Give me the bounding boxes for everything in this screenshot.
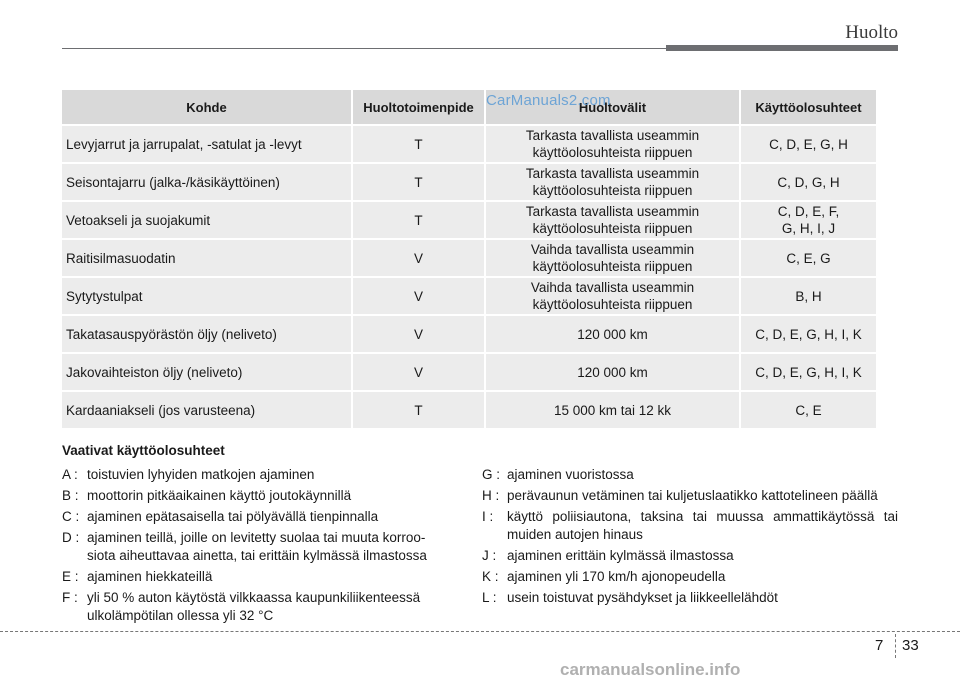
legend-text: moottorin pitkäaikainen käyttö joutokäynnillä [87,488,352,503]
cell-interval: 120 000 km [486,354,741,390]
legend-column-left [62,466,452,628]
legend-item [62,508,452,526]
legend-text: ajaminen yli 170 km/h ajonopeudella [507,569,726,584]
page-number: 33 [902,637,919,654]
legend-key: J : [482,548,497,563]
cell-item: Seisontajarru (jalka-/käsikäyttöinen) [62,164,353,200]
cell-item: Raitisilmasuodatin [62,240,353,276]
cell-interval: 120 000 km [486,316,741,352]
column-header-interval: Huoltovälit [486,90,741,124]
cell-conditions [741,202,876,238]
legend-key: A : [62,467,78,482]
legend-key: E : [62,569,79,584]
interval-line: käyttöolosuhteista riippuen [532,221,693,236]
cell-item: Takatasauspyörästön öljy (neliveto) [62,316,353,352]
table-row [62,354,876,390]
cell-item: Jakovaihteiston öljy (neliveto) [62,354,353,390]
cell-interval [486,202,741,238]
legend-key: G : [482,467,501,482]
legend-text: käyttö poliisiautona, taksina tai muussa ammattikäytössä tai muiden autojen hinaus [507,509,898,542]
page-number-separator [895,634,896,658]
legend-text: ajaminen epätasaisella tai pölyävällä tienpinnalla [87,509,379,524]
cell-conditions: C, E, G [741,240,876,276]
cell-interval [486,278,741,314]
table-row [62,240,876,276]
legend-item [62,568,452,586]
cell-conditions: C, E [741,392,876,428]
watermark-bottom: carmanualsonline.info [560,660,741,679]
conditions-line: C, D, E, F, [777,204,840,219]
table-row [62,316,876,352]
cell-action: T [353,392,486,428]
cell-action: T [353,202,486,238]
conditions-line: G, H, I, J [781,221,836,236]
cell-interval [486,126,741,162]
legend-item [62,589,452,625]
watermark-top: CarManuals2.com [486,92,611,109]
legend-item [482,547,898,565]
interval-line: käyttöolosuhteista riippuen [532,259,693,274]
page-header-title: Huolto [845,22,898,43]
cell-interval: 15 000 km tai 12 kk [486,392,741,428]
conditions-legend [62,442,898,623]
legend-text: ajaminen teillä, joille on levitetty suolaa tai muuta korroo- siota aiheuttavaa ainetta, tai erittäin kylmässä ilmastossa [87,530,427,563]
table-header-row [62,90,876,124]
column-header-conditions: Käyttöolosuhteet [741,90,876,124]
table-row [62,392,876,428]
legend-item [482,466,898,484]
interval-line: käyttöolosuhteista riippuen [532,183,693,198]
cell-conditions: C, D, G, H [741,164,876,200]
cell-conditions: B, H [741,278,876,314]
legend-text: usein toistuvat pysähdykset ja liikkeellelähdöt [507,590,778,605]
chapter-number: 7 [875,637,884,654]
interval-line: Vaihda tavallista useammin [530,280,695,295]
legend-key: F : [62,590,78,605]
legend-key: K : [482,569,499,584]
cell-conditions: C, D, E, G, H, I, K [741,316,876,352]
interval-line: käyttöolosuhteista riippuen [532,145,693,160]
cell-item: Sytytystulpat [62,278,353,314]
legend-item [62,487,452,505]
interval-line: Vaihda tavallista useammin [530,242,695,257]
column-header-item: Kohde [62,90,353,124]
cell-action: V [353,240,486,276]
column-header-action: Huoltotoimenpide [353,90,486,124]
table-row [62,202,876,238]
maintenance-table [62,88,876,430]
cell-action: V [353,316,486,352]
footer-rule [0,631,960,632]
legend-column-right [482,466,898,610]
legend-item [482,568,898,586]
legend-item [62,529,452,565]
table-row [62,164,876,200]
legend-text: yli 50 % auton käytöstä vilkkaassa kaupunkiliikenteessä ulkolämpötilan ollessa yli 32 °C [87,590,421,623]
cell-action: V [353,354,486,390]
legend-item [482,508,898,544]
legend-item [482,589,898,607]
cell-action: T [353,164,486,200]
legend-text: perävaunun vetäminen tai kuljetuslaatikko kattotelineen päällä [507,488,878,503]
interval-line: käyttöolosuhteista riippuen [532,297,693,312]
interval-line: Tarkasta tavallista useammin [525,128,700,143]
interval-line: Tarkasta tavallista useammin [525,204,700,219]
legend-key: L : [482,590,497,605]
cell-item: Kardaaniakseli (jos varusteena) [62,392,353,428]
legend-key: I : [482,509,494,524]
cell-action: T [353,126,486,162]
cell-item: Vetoakseli ja suojakumit [62,202,353,238]
legend-key: B : [62,488,79,503]
legend-text: ajaminen erittäin kylmässä ilmastossa [507,548,734,563]
legend-key: H : [482,488,500,503]
cell-item: Levyjarrut ja jarrupalat, -satulat ja -levyt [62,126,353,162]
table-row [62,278,876,314]
cell-interval [486,164,741,200]
legend-key: D : [62,530,80,545]
legend-key: C : [62,509,80,524]
legend-text: ajaminen vuoristossa [507,467,634,482]
table-row [62,126,876,162]
legend-item [482,487,898,505]
legend-item [62,466,452,484]
cell-conditions: C, D, E, G, H [741,126,876,162]
legend-title: Vaativat käyttöolosuhteet [62,443,225,458]
interval-line: Tarkasta tavallista useammin [525,166,700,181]
cell-conditions: C, D, E, G, H, I, K [741,354,876,390]
legend-text: ajaminen hiekkateillä [87,569,213,584]
cell-interval [486,240,741,276]
header-bar [666,45,898,51]
legend-text: toistuvien lyhyiden matkojen ajaminen [87,467,315,482]
header-rule [62,48,666,49]
cell-action: V [353,278,486,314]
